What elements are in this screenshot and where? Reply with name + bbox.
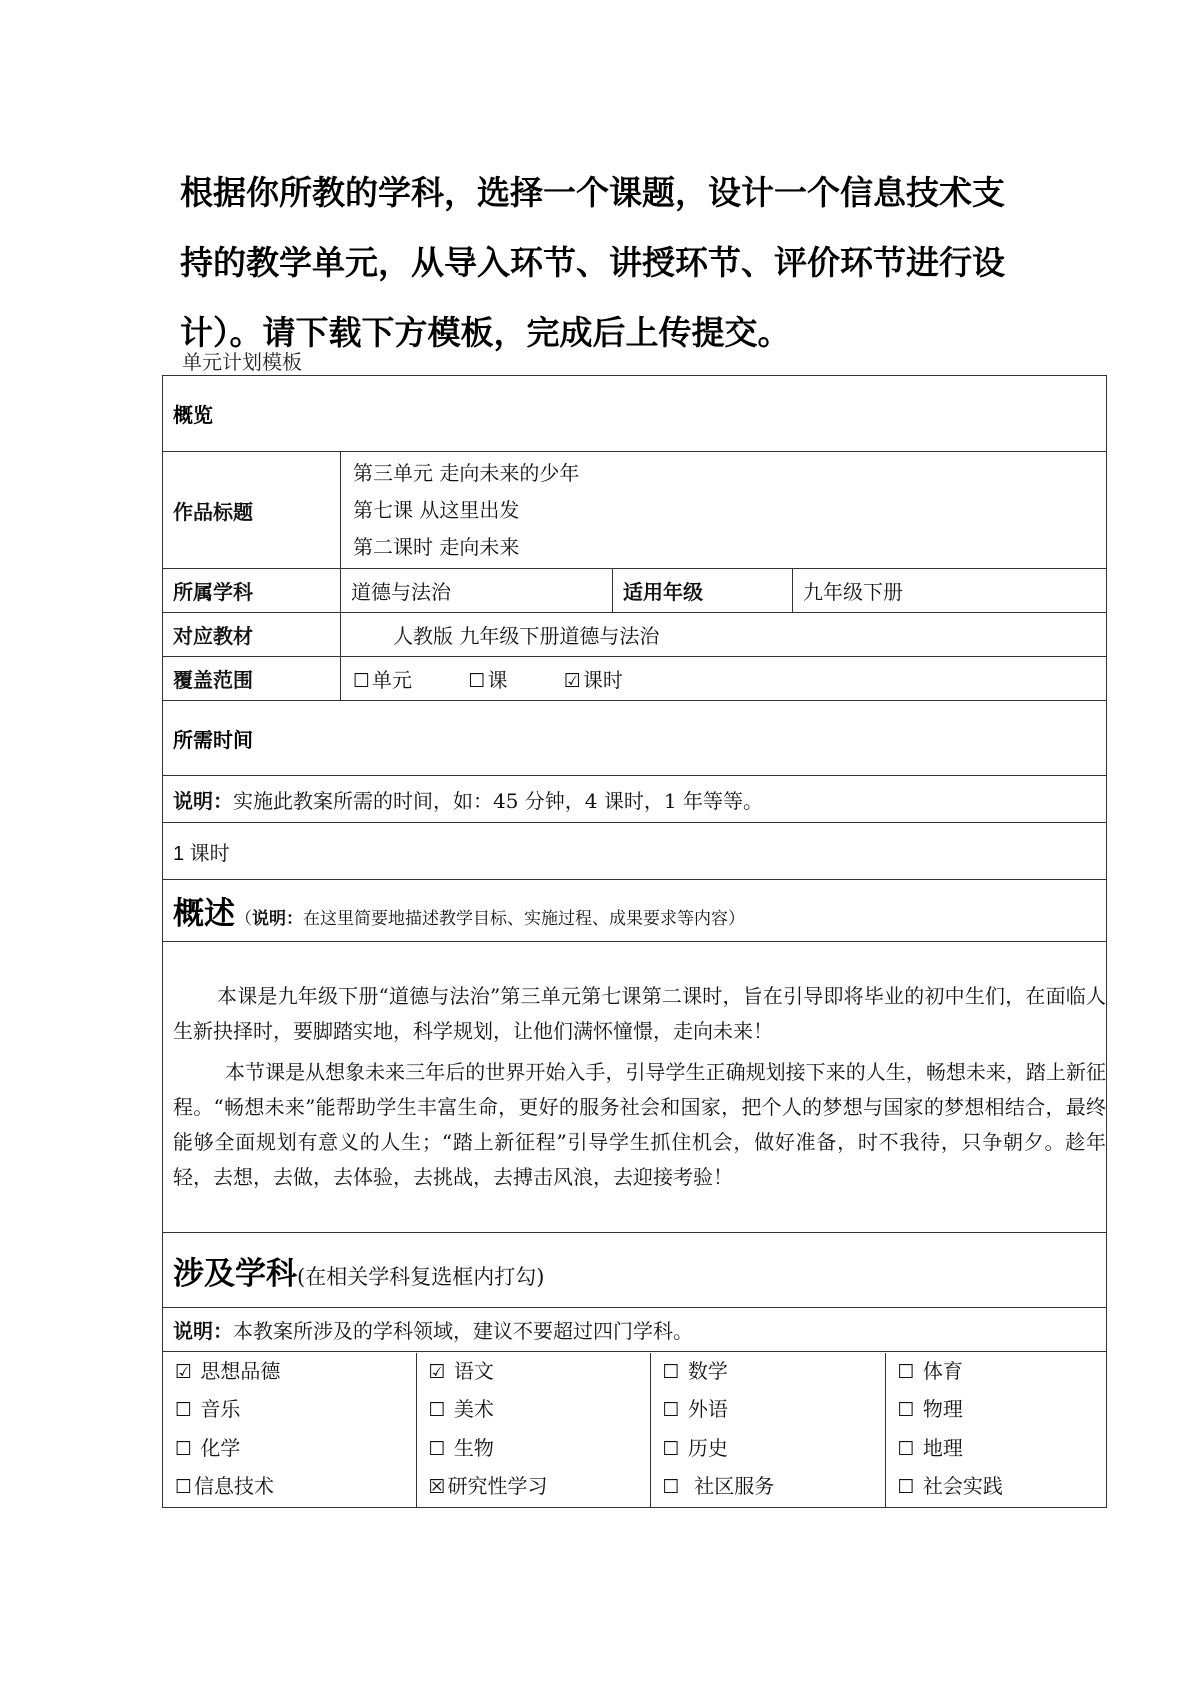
subject-label: 地理 [922,1435,963,1460]
textbook-label: 对应教材 [163,613,341,657]
textbook-text: 人教版 九年级下册道德与法治 [393,624,660,648]
scope-option-label: 单元 [372,668,413,692]
summary-note-label: 说明： [252,909,303,929]
subject-label: 音乐 [200,1397,241,1421]
checkbox-icon[interactable]: ☐ [662,1360,680,1383]
subject-label: 数学 [687,1358,728,1383]
subject-item[interactable] [175,1353,416,1392]
summary-body [163,942,1107,1233]
subjects-note [163,1308,1107,1352]
scope-option-period[interactable] [564,664,623,693]
scope-option-lesson[interactable] [468,664,507,693]
template-caption: 单元计划模板 [182,350,302,374]
subject-column [163,1353,416,1507]
checkbox-icon[interactable]: ☐ [175,1476,193,1498]
subject-item[interactable] [898,1468,1107,1507]
checkbox-unchecked-icon[interactable]: ☐ [468,670,486,692]
heading-line: 计）。请下载下方模板，完成后上传提交。 [180,313,791,352]
heading-line: 根据你所教的学科，选择一个课题，设计一个信息技术支 [180,173,1005,212]
subject-item[interactable] [898,1430,1107,1469]
subject-item[interactable] [429,1468,650,1507]
subjects-note-text: 本教案所涉及的学科领域，建议不要超过四门学科。 [233,1319,693,1343]
checkbox-icon[interactable]: ☐ [662,1399,680,1421]
checkbox-icon[interactable]: ☐ [897,1437,915,1460]
checkbox-icon[interactable]: ☐ [428,1437,446,1460]
checkbox-icon[interactable]: ☐ [175,1399,193,1421]
subject-item[interactable] [663,1353,885,1392]
overview-section-title: 概览 [163,376,1107,452]
subject-label: 美术 [453,1397,494,1421]
subject-label: 语文 [453,1358,494,1383]
summary-paragraph: 本课是九年级下册“道德与法治”第三单元第七课第二课时，旨在引导即将毕业的初中生们，在面临人生新抉择时，要脚踏实地，科学规划，让他们满怀憧憬，走向未来！ [173,984,1106,1043]
scope-option-unit[interactable] [353,664,412,693]
checkbox-icon[interactable]: ☐ [662,1437,680,1460]
summary-paragraph: 本节课是从想象未来三年后的世界开始入手，引导学生正确规划接下来的人生，畅想未来，踏上新征程。“畅想未来”能帮助学生丰富生命，更好的服务社会和国家，把个人的梦想与国家的梦想相结合，最终能够全面规划有意义的人生；“踏上新征程”引导学生抓住机会，做好准备，时不我待，只争朝夕。趁年轻，去想，去做，去体验，去挑战，去搏击风浪，去迎接考验！ [173,1060,1106,1189]
subject-item[interactable] [175,1430,416,1469]
subject-value: 道德与法治 [341,569,613,613]
checkbox-icon[interactable]: ☐ [897,1360,915,1383]
subjects-section-title [163,1233,1107,1308]
subject-label: 信息技术 [194,1474,275,1498]
scope-option-label: 课时 [582,668,623,692]
time-value-text: 1 课时 [173,842,230,865]
time-section-title: 所需时间 [163,701,1107,776]
summary-note-open: （ [235,909,252,929]
subjects-note-label: 说明： [173,1319,233,1343]
summary-section-title [163,880,1107,942]
textbook-value [341,613,1107,657]
subjects-title-note: (在相关学科复选框内打勾) [297,1264,545,1289]
assignment-heading [180,158,1020,368]
subject-label: 研究性学习 [447,1474,548,1498]
heading-line: 持的教学单元，从导入环节、讲授环节、评价环节进行设 [180,243,1005,282]
subject-label: 思想品德 [200,1358,281,1383]
scope-label: 覆盖范围 [163,657,341,701]
subject-item[interactable] [663,1430,885,1469]
checkbox-icon[interactable]: ☑ [428,1360,446,1383]
summary-note [235,909,745,929]
subjects-grid [163,1353,1107,1507]
subject-label: 社区服务 [694,1474,775,1498]
checkbox-icon[interactable]: ☒ [428,1476,446,1498]
subject-label: 生物 [453,1435,494,1460]
subject-item[interactable] [429,1353,650,1392]
subject-item[interactable] [175,1468,416,1507]
grade-label: 适用年级 [613,569,793,613]
checkbox-icon[interactable]: ☐ [662,1476,680,1498]
subjects-grid-cell [163,1352,1107,1508]
title-line: 第三单元 走向未来的少年 [353,460,580,485]
title-line: 第二课时 走向未来 [353,534,520,559]
time-value [163,823,1107,880]
time-note-label: 说明： [173,788,233,813]
subject-item[interactable] [175,1391,416,1430]
subject-label: 化学 [200,1435,241,1460]
subject-item[interactable] [429,1430,650,1469]
subjects-title-text: 涉及学科 [173,1255,297,1292]
checkbox-icon[interactable]: ☐ [897,1476,915,1498]
scope-option-label: 课 [487,668,508,692]
scope-options [341,657,1107,701]
subject-item[interactable] [663,1391,885,1430]
summary-title-text: 概述 [173,896,235,932]
checkbox-icon[interactable]: ☐ [175,1437,193,1460]
subject-label: 体育 [922,1358,963,1383]
time-note [163,776,1107,823]
subject-item[interactable] [898,1353,1107,1392]
subject-label: 所属学科 [163,569,341,613]
title-value [341,452,1107,569]
subject-item[interactable] [663,1468,885,1507]
checkbox-icon[interactable]: ☐ [428,1399,446,1421]
subject-item[interactable] [898,1391,1107,1430]
checkbox-icon[interactable]: ☑ [175,1360,193,1383]
subject-column [416,1353,650,1507]
summary-note-text: 在这里简要地描述教学目标、实施过程、成果要求等内容） [303,909,745,929]
subject-item[interactable] [429,1391,650,1430]
subject-column [650,1353,885,1507]
title-line: 第七课 从这里出发 [353,497,520,522]
subject-label: 外语 [687,1397,728,1421]
subject-column [885,1353,1107,1507]
checkbox-unchecked-icon[interactable]: ☐ [353,670,371,692]
subject-label: 社会实践 [922,1474,1003,1498]
subject-label: 历史 [687,1435,728,1460]
time-note-text: 实施此教案所需的时间，如：45 分钟，4 课时，1 年等等。 [233,788,763,813]
grade-value: 九年级下册 [793,569,1107,613]
checkbox-checked-icon[interactable]: ☑ [563,670,581,692]
checkbox-icon[interactable]: ☐ [897,1399,915,1421]
title-label: 作品标题 [163,452,341,569]
subject-label: 物理 [922,1397,963,1421]
unit-plan-table [162,375,1107,1508]
